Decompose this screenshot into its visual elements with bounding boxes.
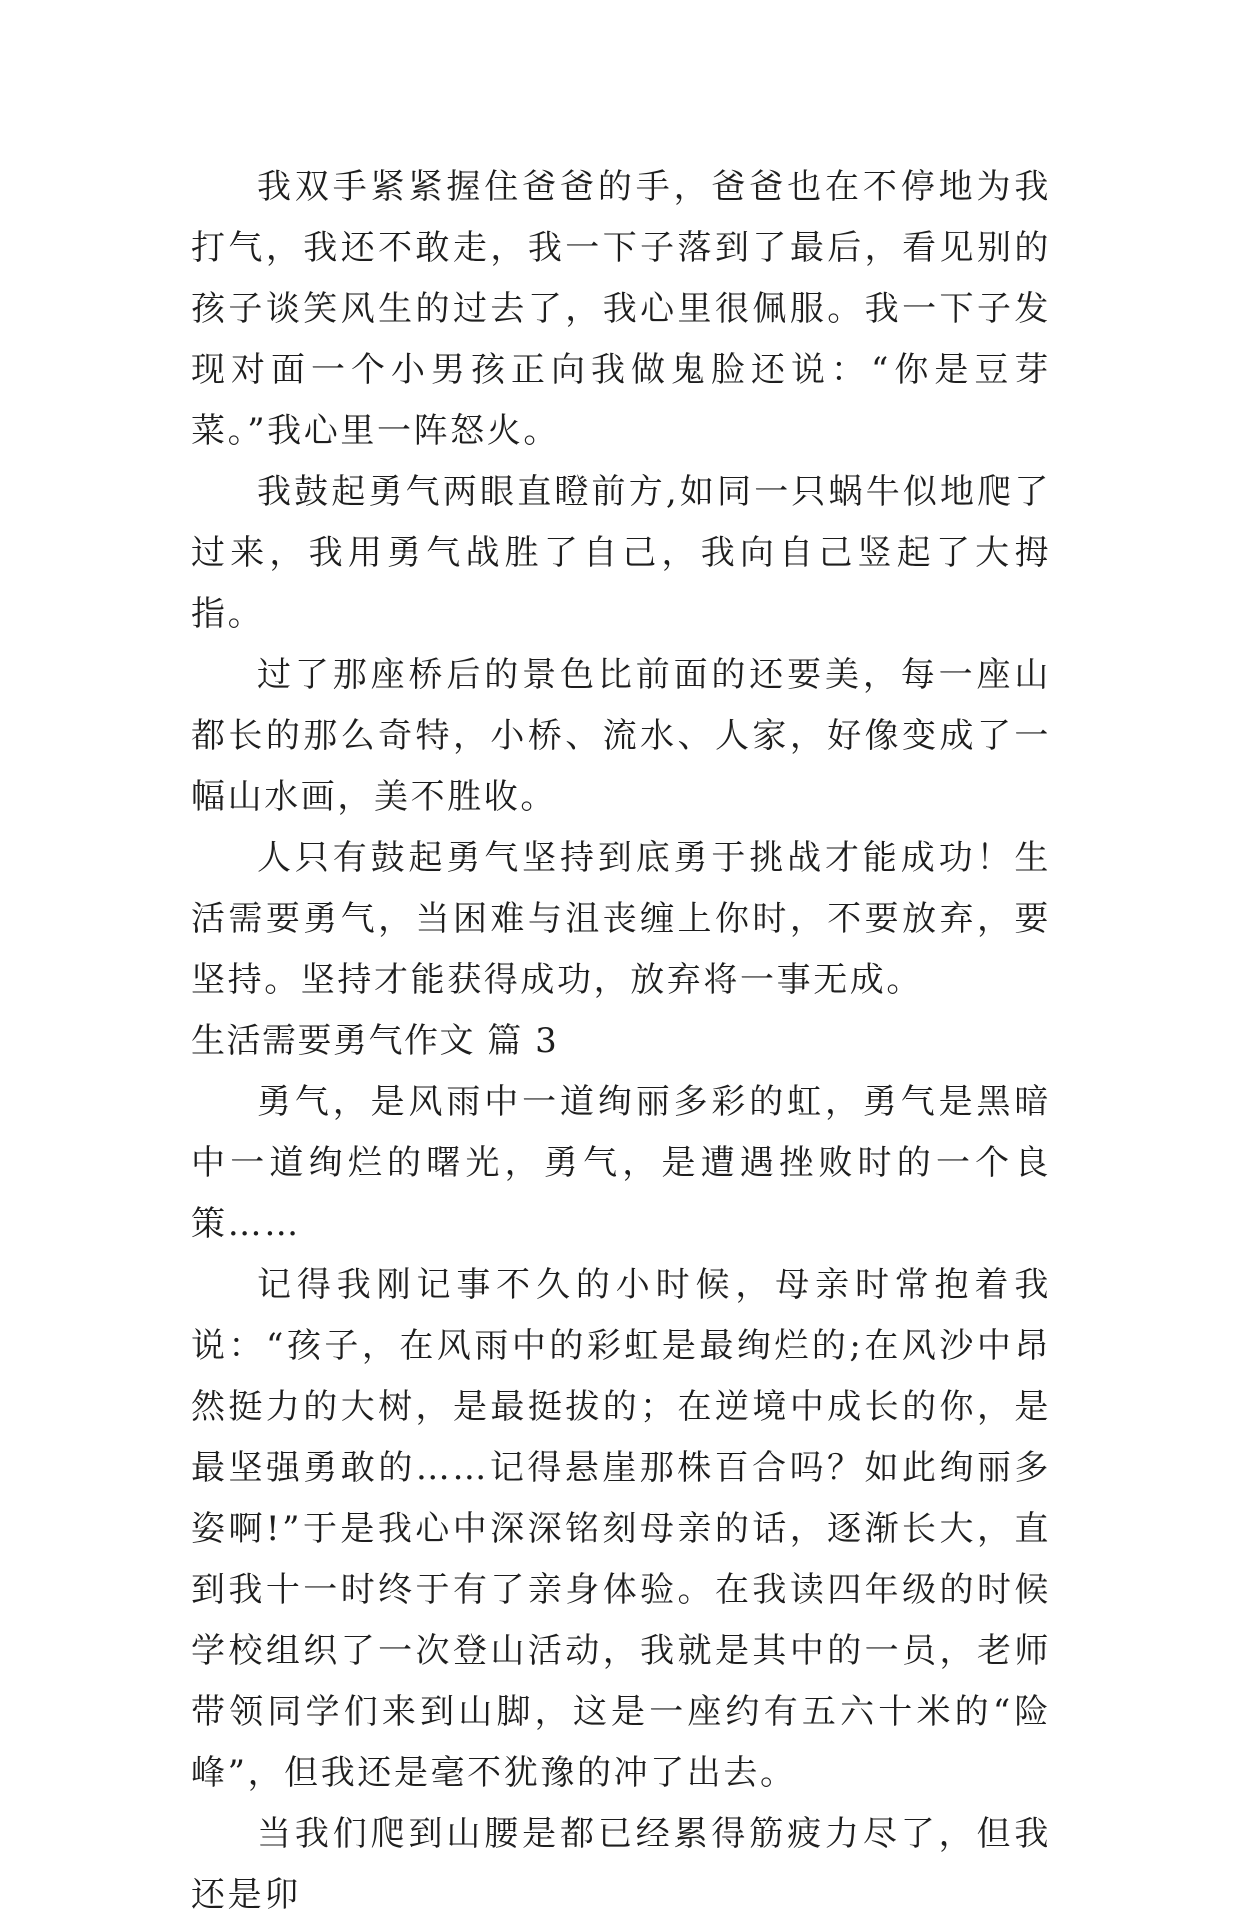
paragraph: 人只有鼓起勇气坚持到底勇于挑战才能成功！生活需要勇气，当困难与沮丧缠上你时，不要放弃，要坚持。坚持才能获得成功，放弃将一事无成。 [191,838,1051,1000]
paragraph: 记得我刚记事不久的小时候，母亲时常抱着我说：“孩子，在风雨中的彩虹是最绚烂的;在风沙中昂然挺力的大树，是最挺拔的；在逆境中成长的你，是最坚强勇敢的……记得悬崖那株百合吗？如此绚丽多姿啊!”于是我心中深深铭刻母亲的话，逐渐长大，直到我十一时终于有了亲身体验。在我读四年级的时候学校组织了一次登山活动，我就是其中的一员，老师带领同学们来到山脚，这是一座约有五六十米的“险峰”，但我还是毫不犹豫的冲了出去。 [191,1265,1051,1793]
paragraph: 我鼓起勇气两眼直瞪前方,如同一只蜗牛似地爬了过来，我用勇气战胜了自己，我向自己竖起了大拇指。 [191,472,1051,634]
paragraph: 过了那座桥后的景色比前面的还要美，每一座山都长的那么奇特，小桥、流水、人家，好像变成了一幅山水画，美不胜收。 [191,655,1051,817]
paragraph: 勇气，是风雨中一道绚丽多彩的虹，勇气是黑暗中一道绚烂的曙光，勇气，是遭遇挫败时的一个良策…… [191,1082,1051,1244]
document-body [191,157,1051,1926]
section-heading: 生活需要勇气作文 篇 3 [191,1021,559,1061]
paragraph: 我双手紧紧握住爸爸的手，爸爸也在不停地为我打气，我还不敢走，我一下子落到了最后，看见别的孩子谈笑风生的过去了，我心里很佩服。我一下子发现对面一个小男孩正向我做鬼脸还说：“你是豆芽菜。”我心里一阵怒火。 [191,167,1051,451]
paragraph: 当我们爬到山腰是都已经累得筋疲力尽了，但我还是卯 [191,1814,1051,1915]
